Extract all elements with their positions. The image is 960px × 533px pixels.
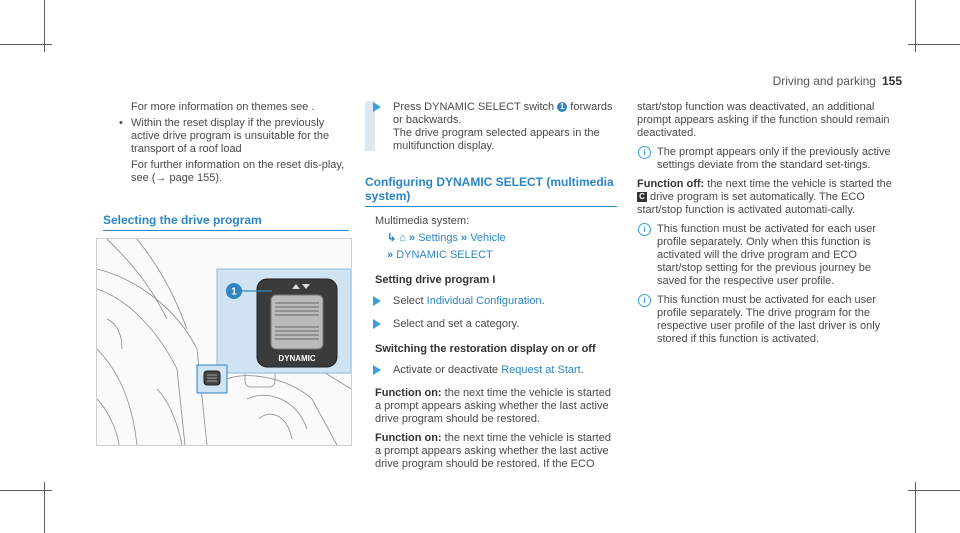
text: drive program is set automatically. The ECO start/stop function is activated automati-cally.: [637, 191, 865, 216]
text: Press DYNAMIC SELECT switch: [393, 101, 558, 113]
text: For further information on the reset dis-play, see (: [131, 159, 345, 184]
section-title: Selecting the drive program: [103, 213, 349, 231]
text: .: [580, 364, 584, 376]
step-arrow-icon: [373, 319, 381, 329]
instruction-step: [365, 364, 617, 377]
step-arrow-icon: [373, 365, 381, 375]
paragraph: [103, 159, 353, 185]
console-illustration: [97, 239, 351, 445]
function-on-label: Function on:: [375, 387, 442, 399]
arrow-icon: →: [155, 172, 167, 184]
text: Select and set a category.: [393, 318, 520, 330]
info-icon: i: [638, 146, 651, 159]
system-label: Multimedia system:: [375, 215, 470, 227]
page-header: [773, 74, 902, 88]
path-dynamic-select[interactable]: DYNAMIC SELECT: [396, 249, 493, 261]
subheading: Setting drive program I: [375, 274, 496, 286]
crop-mark: [44, 482, 45, 533]
home-icon: ⌂: [399, 232, 406, 244]
info-icon: i: [638, 294, 651, 307]
info-icon: i: [638, 223, 651, 236]
text: the next time the vehicle is started a prompt appears asking whether the last active drive program should be restored.: [375, 387, 611, 425]
figure-dynamic-select: [96, 238, 352, 446]
menu-path: [365, 249, 617, 262]
bullet-dot: •: [119, 117, 123, 129]
step-arrow-icon: [373, 102, 381, 112]
path-settings[interactable]: Settings: [418, 232, 458, 244]
enter-arrow-icon: ↳: [387, 232, 397, 244]
paragraph: [637, 178, 899, 217]
bullet-item: [103, 117, 353, 156]
drive-program-badge: C: [637, 192, 647, 202]
switch-label: DYNAMIC: [278, 354, 316, 363]
path-vehicle[interactable]: Vehicle: [470, 232, 506, 244]
column-right: [637, 101, 899, 346]
text: Activate or deactivate: [393, 364, 502, 376]
text: forwards or backwards.: [393, 101, 613, 126]
instruction-step: [365, 318, 617, 331]
note-text: The prompt appears only if the previously active settings deviate from the standard set-tings.: [657, 146, 891, 171]
text: the next time the vehicle is started the: [704, 178, 892, 190]
paragraph: [365, 432, 617, 471]
paragraph: For more information on themes see .: [131, 101, 315, 113]
column-middle: [365, 101, 617, 471]
chevron-right-icon: »: [461, 232, 468, 244]
text: the next time the vehicle is started a prompt appears asking whether the last active drive program should be restored. If the ECO: [375, 432, 611, 470]
instruction-step: [365, 295, 617, 308]
crop-mark: [915, 0, 916, 52]
callout-number: 1: [231, 286, 237, 298]
step-result: The drive program selected appears in the multifunction display.: [393, 127, 600, 152]
paragraph: start/stop function was deactivated, an additional prompt appears asking if the function should remain deactivated.: [637, 101, 890, 139]
subheading: Switching the restoration display on or off: [375, 343, 596, 355]
menu-path: [365, 232, 617, 245]
step-arrow-icon: [373, 296, 381, 306]
instruction-step: [365, 101, 617, 153]
text: .: [541, 295, 545, 307]
column-left: [103, 101, 353, 231]
request-at-start-link[interactable]: Request at Start: [501, 364, 581, 376]
instruction-block: [365, 101, 617, 153]
chevron-right-icon: »: [409, 232, 416, 244]
note-text: This function must be activated for each user profile separately. The drive program for the respective user profile of the last driver is only stored if this function is activated.: [657, 294, 881, 345]
section-title: Configuring DYNAMIC SELECT (multimedia system): [365, 175, 617, 207]
text: Select: [393, 295, 427, 307]
page-number: 155: [881, 74, 902, 88]
crop-mark: [44, 0, 45, 52]
note: [637, 146, 899, 172]
note-text: This function must be activated for each user profile separately. Only when this function is activated will the drive program and ECO start/stop setting for the previous journey be saved for the respective user profile.: [657, 223, 876, 287]
page-ref-link[interactable]: page 155).: [166, 172, 223, 184]
individual-configuration-link[interactable]: Individual Configuration: [426, 295, 542, 307]
crop-mark: [915, 482, 916, 533]
function-off-label: Function off:: [637, 178, 705, 190]
note: [637, 223, 899, 288]
note: [637, 294, 899, 346]
paragraph: [365, 387, 617, 426]
chevron-right-icon: »: [387, 249, 394, 261]
function-on-label: Function on:: [375, 432, 442, 444]
section-name: Driving and parking: [772, 74, 876, 88]
callout-number: 1: [557, 102, 567, 112]
bullet-text: Within the reset display if the previously active drive program is unsuitable for the transport of a roof load: [131, 117, 330, 155]
